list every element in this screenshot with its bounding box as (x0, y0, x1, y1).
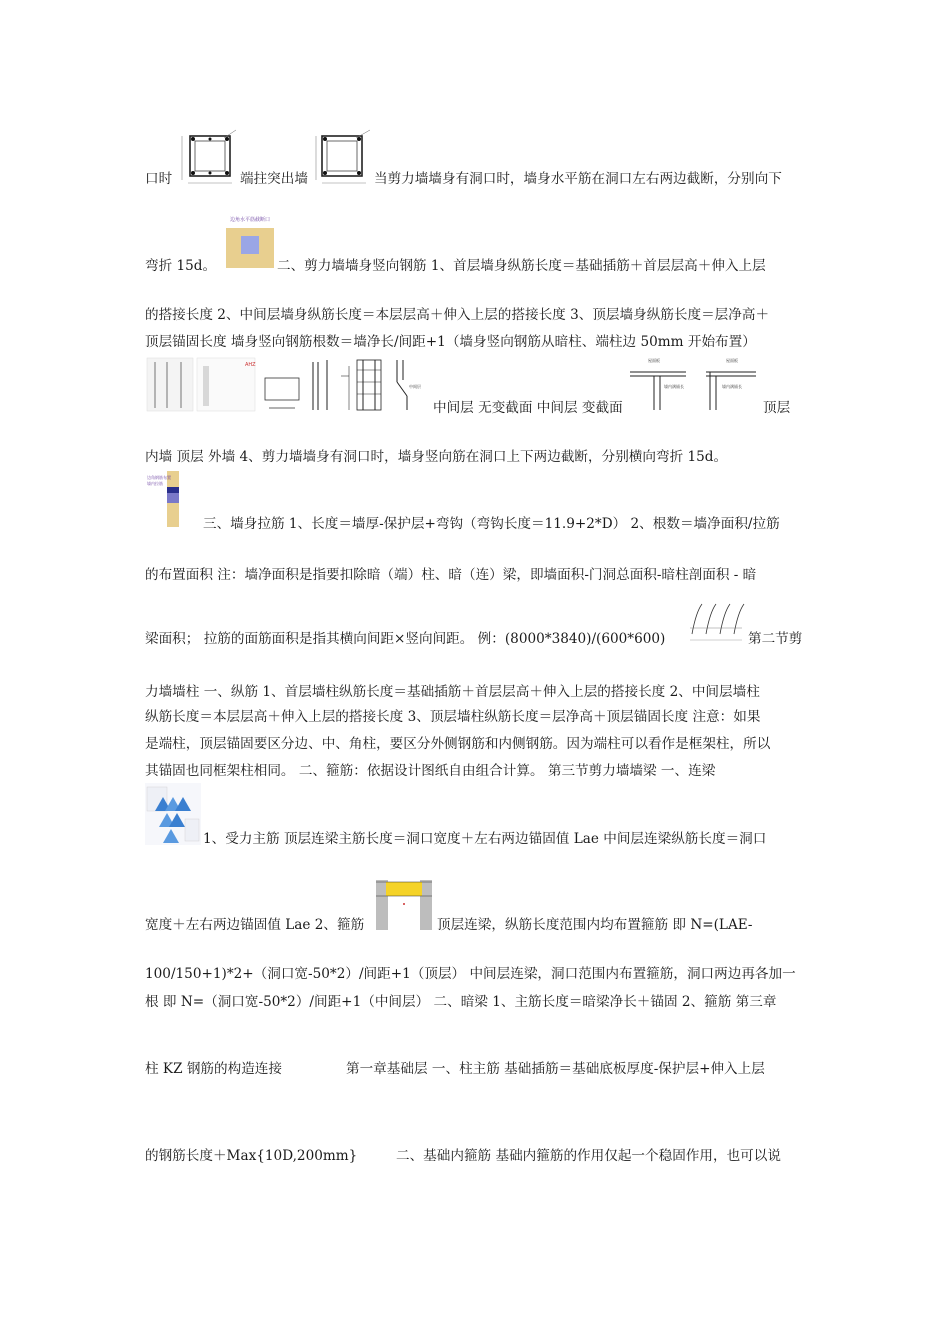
text-line: 二、基础内箍筋 基础内箍筋的作用仅起一个稳固作用，也可以说 (396, 1148, 781, 1164)
svg-text:边角钢筋布置: 边角钢筋布置 (147, 475, 171, 480)
text-line: 第一章基础层 一、柱主筋 基础插筋＝基础底板厚度-保护层+伸入上层 (346, 1061, 765, 1077)
tie-bar-figure (686, 598, 746, 644)
svg-text:墙内满锚长: 墙内满锚长 (722, 384, 742, 389)
text-line: 纵筋长度＝本层层高＋伸入上层的搭接长度 3、顶层墙柱纵筋长度＝层净高＋顶层锚固长度 注意：如果 (145, 709, 761, 725)
wall-opening-vertical-figure (145, 471, 201, 527)
coupling-beam-figure (145, 783, 201, 845)
beam-stirrup-figure (374, 872, 434, 930)
text-line: 梁面积； 拉筋的面筋面积是指其横向间距×竖向间距。 例：(8000*3840)/(600*600) (145, 631, 666, 647)
svg-text:屋面板: 屋面板 (648, 358, 660, 363)
svg-text:边角水平筋截断口: 边角水平筋截断口 (229, 217, 271, 223)
text-line: 中间层 无变截面 中间层 变截面 (433, 400, 623, 416)
text-line: 顶层 (763, 400, 791, 416)
svg-text:墙内拉筋: 墙内拉筋 (147, 481, 163, 486)
column-section-figure (312, 128, 374, 188)
vertical-bars-figure (145, 356, 429, 413)
text-line: 力墙墙柱 一、纵筋 1、首层墙柱纵筋长度＝基础插筋＋首层层高＋伸入上层的搭接长度 2、中间层墙柱 (145, 684, 760, 700)
text-line: 顶层连梁，纵筋长度范围内均布置箍筋 即 N=(LAE- (437, 917, 753, 933)
text-line: 三、墙身拉筋 1、长度＝墙厚-保护层+弯钩（弯钩长度＝11.9+2*D） 2、根数＝墙净面积/拉筋 (203, 516, 780, 532)
text-line: 弯折 15d。 (145, 258, 217, 274)
text-line: 当剪力墙墙身有洞口时，墙身水平筋在洞口左右两边截断，分别向下 (374, 171, 782, 187)
text-line: 柱 KZ 钢筋的构造连接 (145, 1061, 282, 1077)
text-line: 的钢筋长度＋Max{10D,200mm} (145, 1148, 358, 1164)
text-line: 口时 (145, 171, 173, 187)
text-line: 根 即 N=（洞口宽-50*2）/间距+1（中间层） 二、暗梁 1、主筋长度＝暗梁净长＋锚固 2、箍筋 第三章 (145, 994, 777, 1010)
text-line: 宽度＋左右两边锚固值 Lae 2、箍筋 (145, 917, 365, 933)
text-line: 其锚固也同框架柱相同。 二、箍筋：依据设计图纸自由组合计算。 第三节剪力墙墙梁 一、连梁 (145, 763, 716, 779)
text-line: 是端柱，顶层锚固要区分边、中、角柱，要区分外侧钢筋和内侧钢筋。因为端柱可以看作是框架柱，所以 (145, 736, 771, 752)
text-line: 二、剪力墙墙身竖向钢筋 1、首层墙身纵筋长度＝基础插筋＋首层层高＋伸入上层 (277, 258, 766, 274)
text-line: 的搭接长度 2、中间层墙身纵筋长度＝本层层高＋伸入上层的搭接长度 3、顶层墙身纵筋长度＝层净高＋ (145, 307, 770, 323)
svg-text:AHZ: AHZ (245, 362, 256, 368)
svg-text:中间层: 中间层 (409, 384, 421, 389)
svg-text:屋面板: 屋面板 (726, 358, 738, 363)
wall-opening-horizontal-figure (224, 212, 276, 270)
text-line: 的布置面积 注：墙净面积是指要扣除暗（端）柱、暗（连）梁，即墙面积-门洞总面积-暗柱剖面积 - 暗 (145, 567, 757, 583)
column-section-figure (176, 128, 238, 188)
text-line: 端拄突出墙 (240, 171, 308, 187)
text-line: 第二节剪 (748, 631, 803, 647)
svg-text:墙内满锚长: 墙内满锚长 (664, 384, 684, 389)
text-line: 100/150+1)*2+（洞口宽-50*2）/间距+1（顶层） 中间层连梁，洞口范围内布置箍筋，洞口两边再各加一 (145, 966, 796, 982)
top-floor-wall-figure (626, 354, 762, 414)
text-line: 顶层锚固长度 墙身竖向钢筋根数＝墙净长/间距+1（墙身竖向钢筋从暗柱、端柱边 50mm 开始布置） (145, 334, 756, 350)
text-line: 内墙 顶层 外墙 4、剪力墙墙身有洞口时，墙身竖向筋在洞口上下两边截断，分别横向弯折 15d。 (145, 449, 728, 465)
text-line: 1、受力主筋 顶层连梁主筋长度＝洞口宽度＋左右两边锚固值 Lae 中间层连梁纵筋长度＝洞口 (203, 831, 767, 847)
